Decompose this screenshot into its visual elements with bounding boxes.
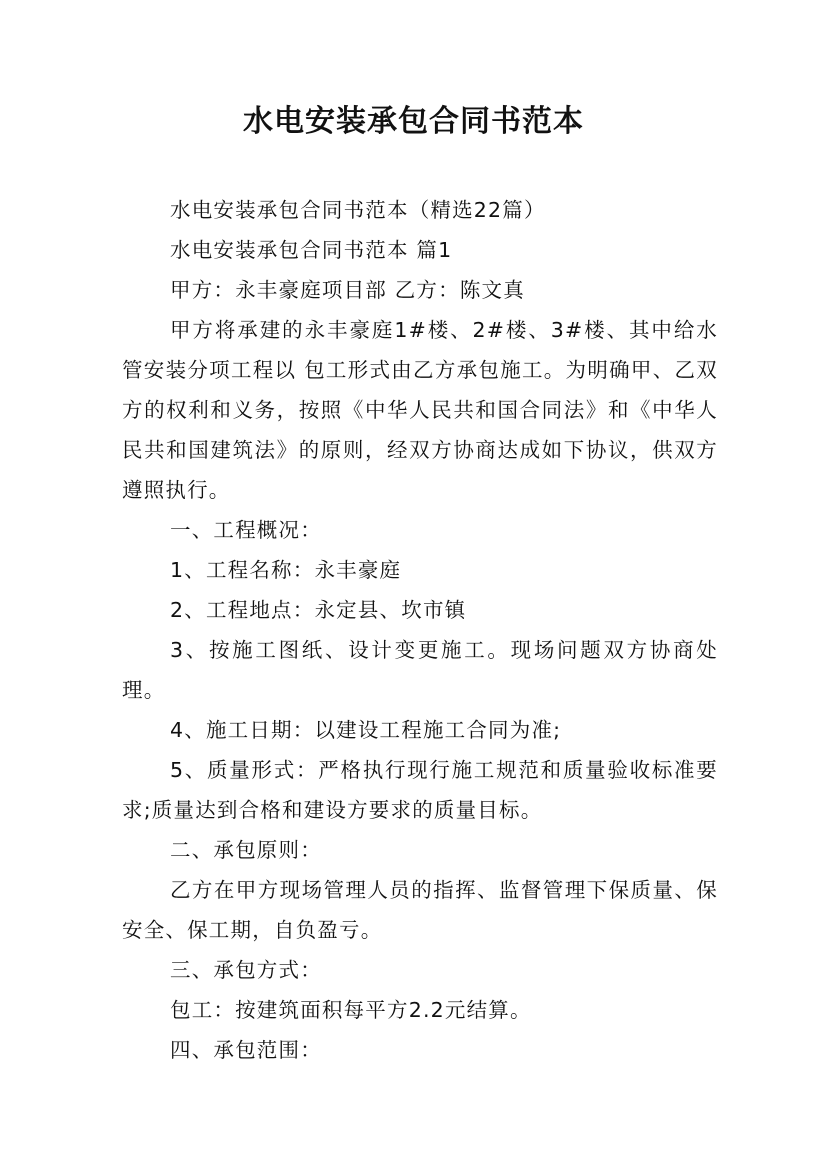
paragraph-quality: 5、质量形式：严格执行现行施工规范和质量验收标准要求;质量达到合格和建设方要求的质量目标。 bbox=[122, 758, 718, 822]
paragraph-construction-basis: 3、按施工图纸、设计变更施工。现场问题双方协商处理。 bbox=[122, 638, 718, 702]
paragraph-construction-date: 4、施工日期：以建设工程施工合同为准; bbox=[170, 718, 562, 742]
heading-contract-principle: 二、承包原则： bbox=[170, 838, 322, 862]
paragraph-parties: 甲方：永丰豪庭项目部 乙方：陈文真 bbox=[170, 278, 525, 302]
paragraph-intro: 甲方将承建的永丰豪庭1#楼、2#楼、3#楼、其中给水管安装分项工程以 包工形式由乙方承包施工。为明确甲、乙双方的权利和义务，按照《中华人民共和国合同法》和《中华人民共和国建筑法》的原则，经双方协商达成如下协议，供双方遵照执行。 bbox=[122, 318, 718, 502]
paragraph-subtitle: 水电安装承包合同书范本（精选22篇） bbox=[170, 198, 546, 222]
document-title: 水电安装承包合同书范本 bbox=[243, 104, 584, 139]
heading-contract-method: 三、承包方式： bbox=[170, 958, 322, 982]
paragraph-project-location: 2、工程地点：永定县、坎市镇 bbox=[170, 598, 467, 622]
document-body bbox=[122, 190, 718, 1070]
paragraph-method: 包工：按建筑面积每平方2.2元结算。 bbox=[170, 998, 532, 1022]
paragraph-principle: 乙方在甲方现场管理人员的指挥、监督管理下保质量、保安全、保工期，自负盈亏。 bbox=[122, 878, 718, 942]
heading-project-overview: 一、工程概况： bbox=[170, 518, 322, 542]
paragraph-section-heading: 水电安装承包合同书范本 篇1 bbox=[170, 238, 453, 262]
paragraph-project-name: 1、工程名称：永丰豪庭 bbox=[170, 558, 402, 582]
heading-contract-scope: 四、承包范围： bbox=[170, 1038, 322, 1062]
